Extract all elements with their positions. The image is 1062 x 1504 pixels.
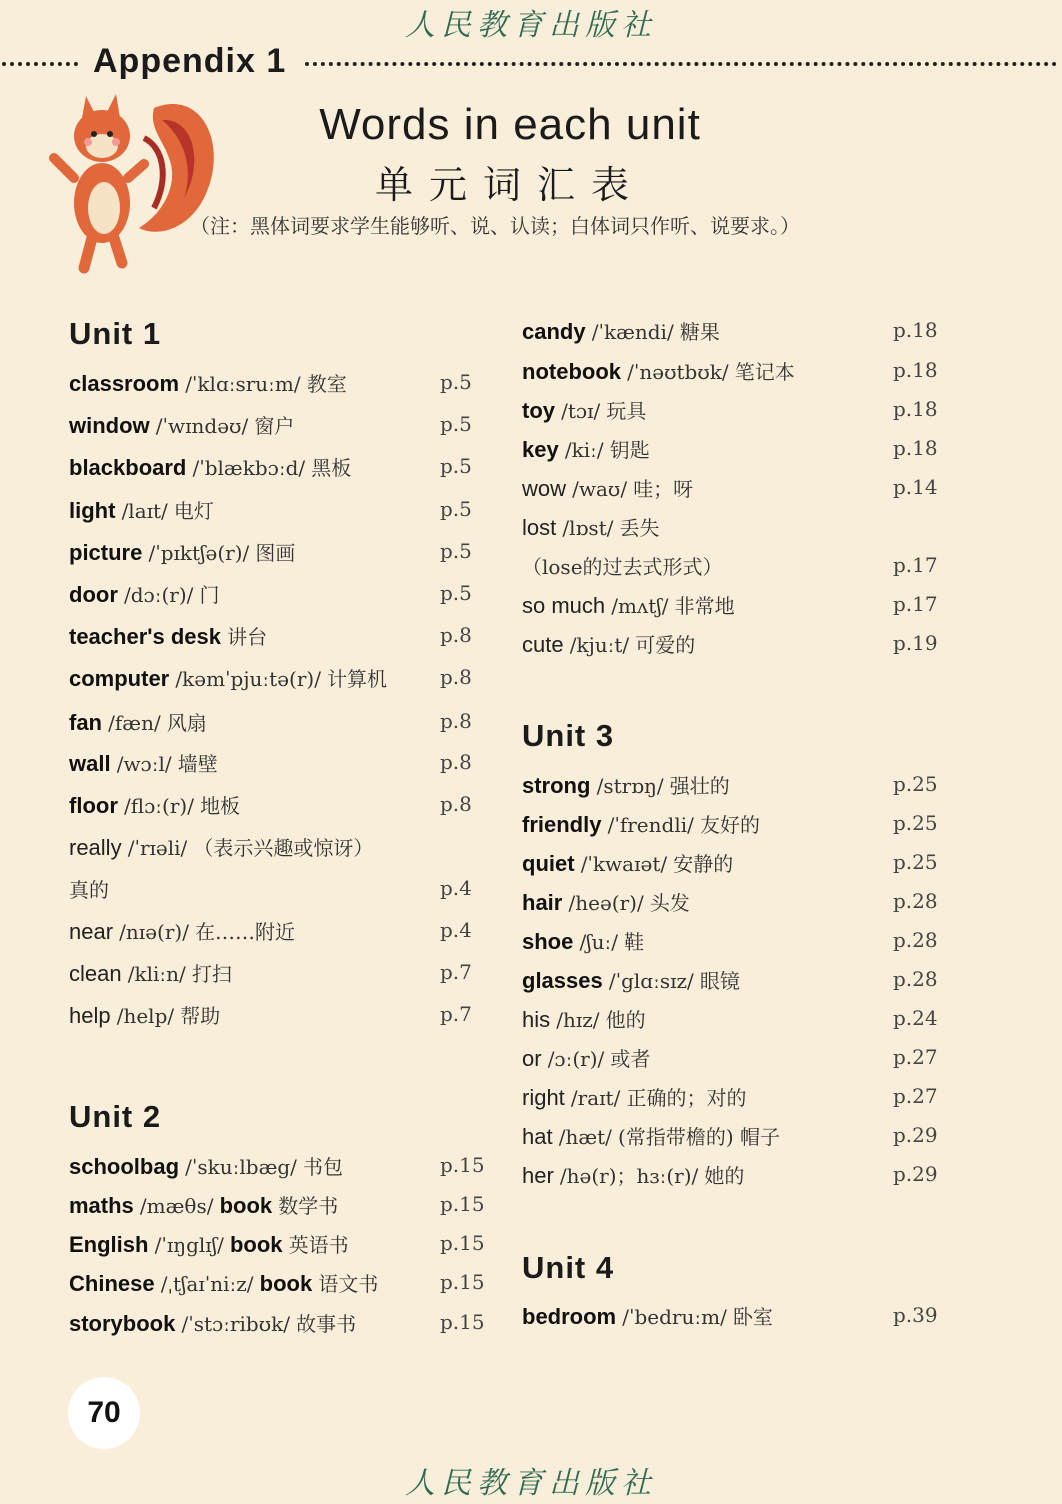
vocab-meaning: 墙壁 (177, 752, 218, 776)
vocab-page: p.28 (893, 928, 938, 952)
vocab-word: computer (69, 666, 170, 691)
vocab-entry (522, 887, 942, 919)
vocab-word: wall (69, 751, 111, 776)
unit-heading-3: Unit 3 (522, 718, 615, 753)
vocab-page: p.8 (440, 665, 472, 689)
vocab-text (69, 916, 295, 945)
vocab-word: clean (69, 961, 122, 986)
vocab-text (522, 395, 646, 424)
vocab-meaning: 真的 (69, 878, 109, 902)
vocab-text (69, 1308, 356, 1337)
vocab-meaning: 语文书 (318, 1272, 379, 1296)
vocab-page: p.25 (893, 850, 938, 874)
vocab-page: p.29 (893, 1162, 938, 1186)
vocab-page: p.25 (893, 811, 938, 835)
vocab-entry (69, 874, 489, 906)
vocab-word: right (522, 1085, 565, 1110)
page-title-cn: 单元词汇表 (374, 163, 645, 207)
vocab-meaning: 友好的 (699, 813, 760, 837)
vocab-word: help (69, 1003, 111, 1028)
vocab-meaning: 丢失 (619, 516, 660, 540)
vocab-phonetic: /hə(r)；hɜː(r)/ (559, 1164, 699, 1188)
vocab-meaning: 故事书 (296, 1312, 357, 1336)
vocab-entry (69, 579, 489, 611)
vocab-word: book (259, 1271, 313, 1296)
vocab-meaning: 或者 (610, 1047, 651, 1071)
vocab-meaning: 卧室 (732, 1305, 773, 1329)
vocab-word: near (69, 919, 114, 944)
vocab-entry (522, 434, 942, 466)
vocab-page: p.18 (893, 397, 938, 421)
vocab-entry (522, 395, 942, 427)
vocab-meaning: 鞋 (624, 930, 645, 954)
vocab-meaning: 她的 (704, 1164, 745, 1188)
vocab-entry (522, 356, 942, 388)
vocab-phonetic: /ʃuː/ (579, 930, 619, 954)
vocab-entry (69, 368, 489, 400)
vocab-entry (69, 748, 489, 780)
vocab-page: p.19 (893, 631, 938, 655)
vocab-text (522, 1082, 746, 1111)
vocab-meaning: 他的 (605, 1008, 646, 1032)
vocab-page: p.8 (440, 709, 472, 733)
vocab-word: lost (522, 515, 557, 540)
vocab-phonetic: /laɪt/ (121, 499, 168, 523)
vocab-word: quiet (522, 851, 575, 876)
vocab-text (522, 809, 760, 838)
vocab-page: p.28 (893, 889, 938, 913)
vocab-page: p.29 (893, 1123, 938, 1147)
vocab-meaning: 眼镜 (699, 969, 740, 993)
vocab-page: p.7 (440, 1002, 472, 1026)
vocab-meaning: 头发 (649, 891, 690, 915)
vocab-phonetic: /kjuːt/ (569, 633, 630, 657)
vocab-text (69, 1000, 220, 1029)
vocab-entry (69, 1308, 489, 1340)
vocab-text (69, 748, 218, 777)
vocab-word: key (522, 437, 559, 462)
vocab-word: window (69, 413, 150, 438)
vocab-text (522, 356, 795, 385)
vocab-word: storybook (69, 1311, 176, 1336)
vocab-text (69, 790, 240, 819)
vocab-entry (522, 590, 942, 622)
vocab-word: picture (69, 540, 143, 565)
vocab-entry (522, 926, 942, 958)
vocab-phonetic: /ˈblækbɔːd/ (192, 456, 306, 480)
vocab-meaning: 可爱的 (635, 633, 696, 657)
vocab-page: p.5 (440, 454, 472, 478)
vocab-meaning: 窗户 (254, 414, 295, 438)
vocab-entry (69, 495, 489, 527)
vocab-phonetic: /heə(r)/ (568, 891, 644, 915)
vocab-text (69, 410, 294, 439)
vocab-page: p.15 (440, 1310, 485, 1334)
vocab-entry (69, 1268, 489, 1300)
vocab-phonetic: /strɒŋ/ (596, 774, 664, 798)
vocab-word: his (522, 1007, 551, 1032)
vocab-page: p.5 (440, 370, 472, 394)
vocab-text (69, 1229, 349, 1258)
vocab-entry (69, 1190, 489, 1222)
vocab-page: p.27 (893, 1084, 938, 1108)
vocab-page: p.18 (893, 358, 938, 382)
vocab-meaning: （lose的过去式形式） (522, 555, 723, 579)
vocab-text (522, 926, 644, 955)
vocab-entry (69, 452, 489, 484)
vocab-phonetic: /ˈɪŋglɪʃ/ (154, 1233, 224, 1257)
vocab-word: teacher's desk (69, 624, 221, 649)
vocab-word: notebook (522, 359, 621, 384)
vocab-phonetic: /kəmˈpjuːtə(r)/ (175, 667, 321, 691)
vocab-entry (522, 551, 942, 583)
vocab-text (69, 495, 214, 524)
vocab-page: p.4 (440, 876, 472, 900)
vocab-word: book (229, 1232, 283, 1257)
vocab-text (522, 965, 740, 994)
vocab-word: friendly (522, 812, 602, 837)
vocab-entry (69, 707, 489, 739)
vocab-text (522, 1301, 773, 1330)
vocab-word: maths (69, 1193, 134, 1218)
vocab-phonetic: /flɔː(r)/ (124, 794, 194, 818)
vocab-phonetic: /ˌtʃaɪˈniːz/ (160, 1272, 254, 1296)
vocab-meaning: 打扫 (191, 962, 232, 986)
vocab-word: floor (69, 793, 118, 818)
vocab-word: or (522, 1046, 542, 1071)
vocab-phonetic: /waʊ/ (572, 477, 628, 501)
vocab-page: p.8 (440, 792, 472, 816)
vocab-text (69, 368, 347, 397)
vocab-meaning: 黑板 (311, 456, 352, 480)
vocab-page: p.18 (893, 318, 938, 342)
vocab-meaning: 教室 (306, 372, 347, 396)
vocab-meaning: 书包 (303, 1155, 344, 1179)
vocab-text (522, 551, 723, 580)
vocab-page: p.15 (440, 1231, 485, 1255)
vocab-text (69, 1268, 378, 1297)
vocab-page: p.27 (893, 1045, 938, 1069)
vocab-word: bedroom (522, 1304, 617, 1329)
vocab-phonetic: /ˈnəʊtbʊk/ (627, 360, 729, 384)
publisher-logo-bottom: 人民教育出版社 (405, 1466, 657, 1501)
vocab-phonetic: /nɪə(r)/ (119, 920, 189, 944)
vocab-page: p.5 (440, 412, 472, 436)
vocab-phonetic: /tɔɪ/ (561, 399, 601, 423)
vocab-phonetic: /ˈpɪktʃə(r)/ (148, 541, 250, 565)
vocab-phonetic: /dɔː(r)/ (124, 583, 194, 607)
vocab-entry (522, 1301, 942, 1333)
vocab-entry (69, 1000, 489, 1032)
vocab-text (522, 770, 730, 799)
vocab-word: hair (522, 890, 563, 915)
vocab-page: p.8 (440, 750, 472, 774)
vocab-word: blackboard (69, 455, 187, 480)
vocab-page: p.8 (440, 623, 472, 647)
unit-heading-2: Unit 2 (69, 1099, 162, 1134)
vocab-page: p.15 (440, 1270, 485, 1294)
vocab-entry (522, 1004, 942, 1036)
squirrel-icon (44, 78, 216, 274)
vocab-word: strong (522, 773, 591, 798)
vocab-word: wow (522, 476, 567, 501)
vocab-phonetic: /ˈfrendli/ (607, 813, 694, 837)
vocab-page: p.5 (440, 581, 472, 605)
vocab-page: p.18 (893, 436, 938, 460)
vocab-word: her (522, 1163, 554, 1188)
vocab-meaning: 糖果 (679, 320, 720, 344)
vocab-meaning: 风扇 (166, 711, 207, 735)
vocab-page: p.15 (440, 1153, 485, 1177)
vocab-word: fan (69, 710, 102, 735)
vocab-text (522, 316, 720, 345)
dotted-rule-right (305, 62, 1057, 66)
vocab-word: hat (522, 1124, 553, 1149)
vocab-phonetic: /kliːn/ (127, 962, 186, 986)
vocab-text (522, 512, 659, 541)
unit-heading-1: Unit 1 (69, 316, 162, 351)
vocab-text (69, 579, 220, 608)
vocab-word: classroom (69, 371, 180, 396)
page-number-badge: 70 (68, 1377, 140, 1449)
vocab-text (69, 874, 109, 903)
vocab-word: candy (522, 319, 586, 344)
vocab-text (69, 1190, 338, 1219)
usage-note: （注：黑体词要求学生能够听、说、认读；白体词只作听、说要求。） (190, 216, 800, 238)
vocab-text (522, 1004, 646, 1033)
vocab-text (522, 590, 735, 619)
publisher-logo-top: 人民教育出版社 (405, 8, 657, 43)
appendix-title: Appendix 1 (93, 42, 287, 80)
vocab-page: p.15 (440, 1192, 485, 1216)
vocab-entry (522, 1121, 942, 1153)
vocab-page: p.14 (893, 475, 938, 499)
vocab-entry (522, 770, 942, 802)
vocab-phonetic: /ˈwɪndəʊ/ (155, 414, 249, 438)
vocab-page: p.4 (440, 918, 472, 942)
vocab-word: really (69, 835, 122, 860)
vocab-phonetic: /ˈbedruːm/ (622, 1305, 727, 1329)
vocab-entry (69, 790, 489, 822)
dotted-rule-left (2, 62, 78, 66)
vocab-page: p.25 (893, 772, 938, 796)
vocab-phonetic: /ˈklɑːsruːm/ (185, 372, 301, 396)
vocab-phonetic: /wɔːl/ (116, 752, 172, 776)
vocab-entry (522, 473, 942, 505)
vocab-entry (69, 537, 489, 569)
vocab-page: p.7 (440, 960, 472, 984)
vocab-entry (69, 410, 489, 442)
vocab-meaning: 英语书 (288, 1233, 349, 1257)
vocab-meaning: 计算机 (327, 667, 388, 691)
vocab-text (69, 1151, 343, 1180)
vocab-meaning: 讲台 (227, 625, 268, 649)
vocab-entry (522, 809, 942, 841)
vocab-entry (522, 316, 942, 348)
vocab-meaning: 钥匙 (609, 438, 650, 462)
page-title-en: Words in each unit (319, 100, 701, 149)
vocab-text (69, 707, 207, 736)
vocab-entry (522, 629, 942, 661)
vocab-entry (69, 916, 489, 948)
vocab-word: schoolbag (69, 1154, 180, 1179)
vocab-text (522, 848, 733, 877)
vocab-entry (522, 512, 942, 544)
vocab-phonetic: /fæn/ (108, 711, 161, 735)
vocab-meaning: 数学书 (278, 1194, 339, 1218)
vocab-word: book (219, 1193, 273, 1218)
vocab-word: glasses (522, 968, 603, 993)
vocab-text (522, 473, 693, 502)
vocab-phonetic: /ˈstɔːribʊk/ (181, 1312, 290, 1336)
vocab-phonetic: /ɔː(r)/ (547, 1047, 605, 1071)
vocab-entry (69, 1229, 489, 1261)
vocab-phonetic: /ˈskuːlbæg/ (185, 1155, 297, 1179)
vocab-text (69, 452, 351, 481)
vocab-meaning: 安静的 (673, 852, 734, 876)
vocab-phonetic: /help/ (116, 1004, 175, 1028)
vocab-page: p.5 (440, 497, 472, 521)
vocab-text (522, 629, 695, 658)
vocab-word: so much (522, 593, 606, 618)
vocab-text (69, 958, 232, 987)
vocab-page: p.17 (893, 553, 938, 577)
vocab-page: p.24 (893, 1006, 938, 1030)
vocab-text (69, 537, 295, 566)
vocab-text (522, 1043, 650, 1072)
vocab-text (69, 621, 267, 650)
vocab-entry (522, 1160, 942, 1192)
vocab-word: light (69, 498, 116, 523)
vocab-meaning: 玩具 (606, 399, 647, 423)
vocab-page: p.5 (440, 539, 472, 563)
vocab-meaning: 正确的；对的 (626, 1086, 747, 1110)
vocab-word: shoe (522, 929, 574, 954)
vocab-phonetic: /kiː/ (564, 438, 604, 462)
vocab-page: p.28 (893, 967, 938, 991)
vocab-phonetic: /ˈkændi/ (591, 320, 674, 344)
vocab-meaning: 笔记本 (734, 360, 795, 384)
vocab-meaning: 门 (199, 583, 220, 607)
vocab-meaning: 地板 (200, 794, 241, 818)
vocab-word: English (69, 1232, 149, 1257)
vocab-phonetic: /lɒst/ (562, 516, 614, 540)
vocab-entry (69, 832, 489, 864)
vocab-phonetic: /ˈglɑːsɪz/ (608, 969, 694, 993)
vocab-entry (69, 1151, 489, 1183)
vocab-meaning: 在……附近 (195, 920, 296, 944)
vocab-text (69, 663, 387, 692)
vocab-meaning: 图画 (255, 541, 296, 565)
vocab-entry (522, 965, 942, 997)
vocab-phonetic: /ˈrɪəli/ (127, 836, 188, 860)
vocab-word: Chinese (69, 1271, 155, 1296)
vocab-word: door (69, 582, 118, 607)
vocab-meaning: 帮助 (180, 1004, 221, 1028)
vocab-text (522, 1121, 780, 1150)
vocab-phonetic: /hɪz/ (556, 1008, 600, 1032)
vocab-text (522, 434, 650, 463)
vocab-phonetic: /mʌtʃ/ (611, 594, 669, 618)
vocab-phonetic: /ˈkwaɪət/ (580, 852, 668, 876)
vocab-phonetic: /mæθs/ (139, 1194, 214, 1218)
vocab-meaning: 强壮的 (669, 774, 730, 798)
vocab-meaning: 非常地 (674, 594, 735, 618)
vocab-meaning: 哇；呀 (633, 477, 694, 501)
vocab-meaning: （表示兴趣或惊讶） (193, 836, 374, 860)
vocab-word: toy (522, 398, 555, 423)
vocab-meaning: 电灯 (173, 499, 214, 523)
vocab-entry (69, 663, 489, 695)
vocab-text (69, 832, 373, 861)
vocab-phonetic: /hæt/ (558, 1125, 612, 1149)
vocab-meaning: (常指带檐的) 帽子 (618, 1125, 781, 1149)
vocab-text (522, 1160, 744, 1189)
vocab-entry (522, 848, 942, 880)
vocab-word: cute (522, 632, 564, 657)
vocab-page: p.39 (893, 1303, 938, 1327)
unit-heading-4: Unit 4 (522, 1250, 615, 1285)
vocab-entry (69, 621, 489, 653)
vocab-page: p.17 (893, 592, 938, 616)
vocab-phonetic: /raɪt/ (570, 1086, 621, 1110)
vocab-text (522, 887, 690, 916)
vocab-entry (522, 1082, 942, 1114)
vocab-entry (69, 958, 489, 990)
vocab-entry (522, 1043, 942, 1075)
